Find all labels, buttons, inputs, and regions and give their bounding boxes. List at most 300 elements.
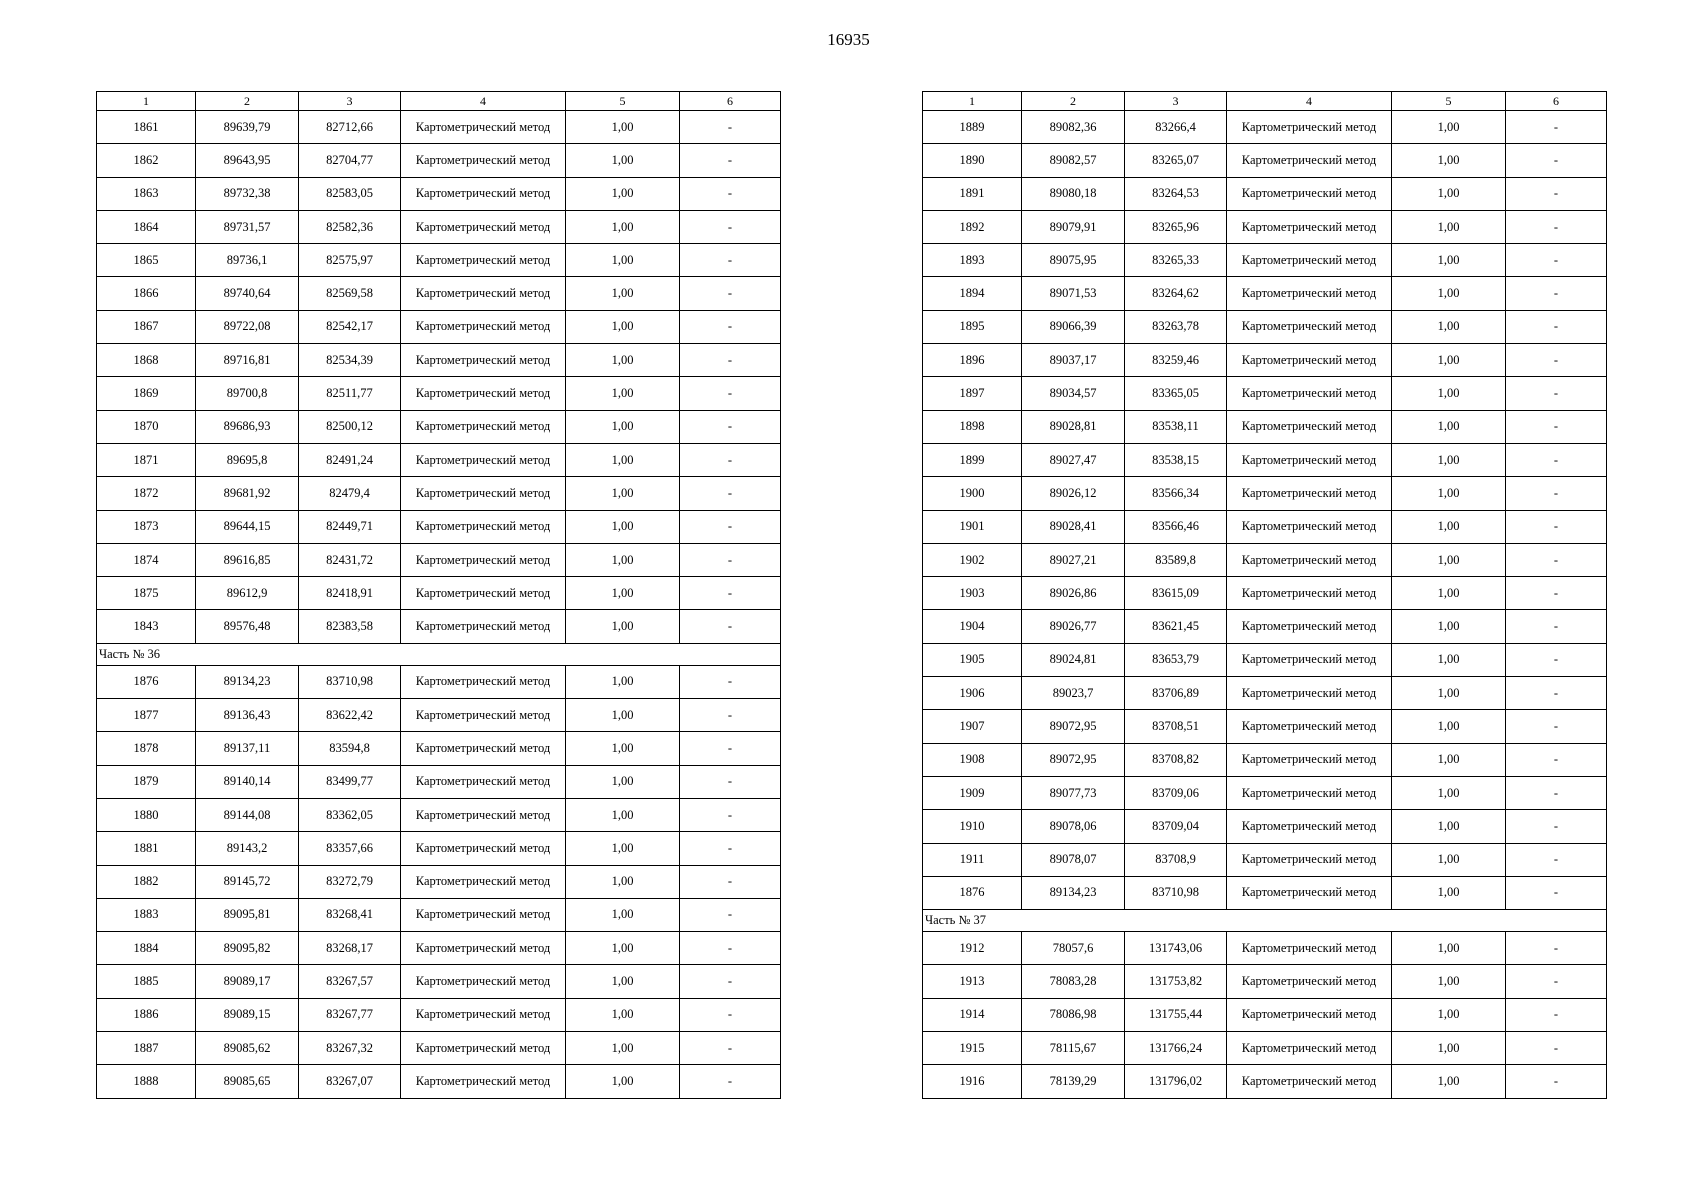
point-number-cell: 1874 xyxy=(97,543,196,576)
accuracy-cell: 1,00 xyxy=(566,1032,680,1065)
y-coordinate-cell: 83267,07 xyxy=(299,1065,401,1098)
description-cell: - xyxy=(1506,610,1607,643)
accuracy-cell: 1,00 xyxy=(566,510,680,543)
x-coordinate-cell: 89722,08 xyxy=(196,310,299,343)
accuracy-cell: 1,00 xyxy=(1392,210,1506,243)
point-number-cell: 1863 xyxy=(97,177,196,210)
y-coordinate-cell: 83265,07 xyxy=(1125,144,1227,177)
table-row xyxy=(97,210,781,243)
x-coordinate-cell: 89686,93 xyxy=(196,410,299,443)
y-coordinate-cell: 131755,44 xyxy=(1125,998,1227,1031)
description-cell: - xyxy=(680,543,781,576)
accuracy-cell: 1,00 xyxy=(566,832,680,865)
table-row xyxy=(923,743,1607,776)
x-coordinate-cell: 89077,73 xyxy=(1022,776,1125,809)
method-cell: Картометрический метод xyxy=(401,144,566,177)
table-row xyxy=(923,410,1607,443)
accuracy-cell: 1,00 xyxy=(566,732,680,765)
table-row xyxy=(97,443,781,476)
description-cell: - xyxy=(680,732,781,765)
accuracy-cell: 1,00 xyxy=(1392,1065,1506,1098)
table-row xyxy=(923,1032,1607,1065)
y-coordinate-cell: 82449,71 xyxy=(299,510,401,543)
point-number-cell: 1885 xyxy=(97,965,196,998)
y-coordinate-cell: 82569,58 xyxy=(299,277,401,310)
x-coordinate-cell: 89095,82 xyxy=(196,932,299,965)
y-coordinate-cell: 83362,05 xyxy=(299,798,401,831)
method-cell: Картометрический метод xyxy=(1227,144,1392,177)
accuracy-cell: 1,00 xyxy=(566,210,680,243)
description-cell: - xyxy=(680,277,781,310)
page-number: 16935 xyxy=(827,30,870,49)
point-number-cell: 1890 xyxy=(923,144,1022,177)
description-cell: - xyxy=(1506,477,1607,510)
accuracy-cell: 1,00 xyxy=(1392,610,1506,643)
accuracy-cell: 1,00 xyxy=(1392,111,1506,144)
point-number-cell: 1896 xyxy=(923,344,1022,377)
description-cell: - xyxy=(680,699,781,732)
column-header-5: 5 xyxy=(566,92,680,111)
table-row xyxy=(923,965,1607,998)
table-row xyxy=(923,310,1607,343)
point-number-cell: 1898 xyxy=(923,410,1022,443)
description-cell: - xyxy=(1506,932,1607,965)
description-cell: - xyxy=(1506,210,1607,243)
description-cell: - xyxy=(680,210,781,243)
description-cell: - xyxy=(1506,443,1607,476)
accuracy-cell: 1,00 xyxy=(566,898,680,931)
table-row xyxy=(923,111,1607,144)
y-coordinate-cell: 83589,8 xyxy=(1125,543,1227,576)
point-number-cell: 1881 xyxy=(97,832,196,865)
description-cell: - xyxy=(680,443,781,476)
table-row xyxy=(97,244,781,277)
accuracy-cell: 1,00 xyxy=(566,410,680,443)
y-coordinate-cell: 82383,58 xyxy=(299,610,401,643)
point-number-cell: 1866 xyxy=(97,277,196,310)
method-cell: Картометрический метод xyxy=(1227,998,1392,1031)
point-number-cell: 1911 xyxy=(923,843,1022,876)
method-cell: Картометрический метод xyxy=(1227,710,1392,743)
accuracy-cell: 1,00 xyxy=(566,111,680,144)
method-cell: Картометрический метод xyxy=(401,210,566,243)
x-coordinate-cell: 78139,29 xyxy=(1022,1065,1125,1098)
table-row xyxy=(923,344,1607,377)
accuracy-cell: 1,00 xyxy=(1392,477,1506,510)
method-cell: Картометрический метод xyxy=(401,1032,566,1065)
y-coordinate-cell: 83264,62 xyxy=(1125,277,1227,310)
y-coordinate-cell: 82582,36 xyxy=(299,210,401,243)
x-coordinate-cell: 89145,72 xyxy=(196,865,299,898)
table-row xyxy=(923,577,1607,610)
y-coordinate-cell: 83566,34 xyxy=(1125,477,1227,510)
point-number-cell: 1887 xyxy=(97,1032,196,1065)
accuracy-cell: 1,00 xyxy=(566,765,680,798)
method-cell: Картометрический метод xyxy=(401,699,566,732)
x-coordinate-cell: 89136,43 xyxy=(196,699,299,732)
method-cell: Картометрический метод xyxy=(1227,677,1392,710)
accuracy-cell: 1,00 xyxy=(1392,1032,1506,1065)
table-row xyxy=(923,843,1607,876)
method-cell: Картометрический метод xyxy=(401,865,566,898)
point-number-cell: 1913 xyxy=(923,965,1022,998)
part-heading-row xyxy=(97,643,781,665)
accuracy-cell: 1,00 xyxy=(1392,244,1506,277)
part-heading: Часть № 37 xyxy=(923,910,1607,932)
accuracy-cell: 1,00 xyxy=(566,344,680,377)
column-header-4: 4 xyxy=(401,92,566,111)
accuracy-cell: 1,00 xyxy=(1392,577,1506,610)
y-coordinate-cell: 83259,46 xyxy=(1125,344,1227,377)
method-cell: Картометрический метод xyxy=(401,410,566,443)
point-number-cell: 1889 xyxy=(923,111,1022,144)
x-coordinate-cell: 89716,81 xyxy=(196,344,299,377)
y-coordinate-cell: 83264,53 xyxy=(1125,177,1227,210)
accuracy-cell: 1,00 xyxy=(566,377,680,410)
column-header-6: 6 xyxy=(1506,92,1607,111)
description-cell: - xyxy=(1506,643,1607,676)
column-header-2: 2 xyxy=(196,92,299,111)
method-cell: Картометрический метод xyxy=(1227,344,1392,377)
accuracy-cell: 1,00 xyxy=(566,965,680,998)
point-number-cell: 1882 xyxy=(97,865,196,898)
x-coordinate-cell: 89027,47 xyxy=(1022,443,1125,476)
x-coordinate-cell: 89023,7 xyxy=(1022,677,1125,710)
y-coordinate-cell: 83653,79 xyxy=(1125,643,1227,676)
y-coordinate-cell: 82704,77 xyxy=(299,144,401,177)
table-row xyxy=(923,932,1607,965)
table-row xyxy=(97,310,781,343)
point-number-cell: 1884 xyxy=(97,932,196,965)
y-coordinate-cell: 83268,17 xyxy=(299,932,401,965)
x-coordinate-cell: 89089,15 xyxy=(196,998,299,1031)
column-header-4: 4 xyxy=(1227,92,1392,111)
x-coordinate-cell: 89137,11 xyxy=(196,732,299,765)
method-cell: Картометрический метод xyxy=(1227,610,1392,643)
column-header-3: 3 xyxy=(299,92,401,111)
coordinate-table-left xyxy=(96,91,781,1099)
accuracy-cell: 1,00 xyxy=(1392,677,1506,710)
y-coordinate-cell: 83615,09 xyxy=(1125,577,1227,610)
point-number-cell: 1862 xyxy=(97,144,196,177)
point-number-cell: 1876 xyxy=(923,876,1022,909)
x-coordinate-cell: 89612,9 xyxy=(196,577,299,610)
method-cell: Картометрический метод xyxy=(1227,443,1392,476)
accuracy-cell: 1,00 xyxy=(1392,876,1506,909)
description-cell: - xyxy=(1506,277,1607,310)
x-coordinate-cell: 89089,17 xyxy=(196,965,299,998)
method-cell: Картометрический метод xyxy=(401,177,566,210)
point-number-cell: 1902 xyxy=(923,543,1022,576)
table-row xyxy=(923,510,1607,543)
table-row xyxy=(97,699,781,732)
y-coordinate-cell: 82491,24 xyxy=(299,443,401,476)
x-coordinate-cell: 78086,98 xyxy=(1022,998,1125,1031)
x-coordinate-cell: 89066,39 xyxy=(1022,310,1125,343)
point-number-cell: 1877 xyxy=(97,699,196,732)
table-row xyxy=(97,177,781,210)
y-coordinate-cell: 83622,42 xyxy=(299,699,401,732)
method-cell: Картометрический метод xyxy=(401,577,566,610)
method-cell: Картометрический метод xyxy=(401,277,566,310)
method-cell: Картометрический метод xyxy=(1227,477,1392,510)
method-cell: Картометрический метод xyxy=(401,310,566,343)
accuracy-cell: 1,00 xyxy=(1392,410,1506,443)
y-coordinate-cell: 82712,66 xyxy=(299,111,401,144)
method-cell: Картометрический метод xyxy=(1227,410,1392,443)
accuracy-cell: 1,00 xyxy=(566,865,680,898)
table-row xyxy=(97,765,781,798)
table-row xyxy=(923,377,1607,410)
y-coordinate-cell: 131743,06 xyxy=(1125,932,1227,965)
method-cell: Картометрический метод xyxy=(401,610,566,643)
point-number-cell: 1879 xyxy=(97,765,196,798)
description-cell: - xyxy=(680,577,781,610)
point-number-cell: 1864 xyxy=(97,210,196,243)
point-number-cell: 1883 xyxy=(97,898,196,931)
point-number-cell: 1865 xyxy=(97,244,196,277)
x-coordinate-cell: 89134,23 xyxy=(1022,876,1125,909)
method-cell: Картометрический метод xyxy=(1227,965,1392,998)
x-coordinate-cell: 89085,62 xyxy=(196,1032,299,1065)
accuracy-cell: 1,00 xyxy=(1392,932,1506,965)
accuracy-cell: 1,00 xyxy=(1392,643,1506,676)
column-header-1: 1 xyxy=(97,92,196,111)
accuracy-cell: 1,00 xyxy=(1392,810,1506,843)
y-coordinate-cell: 131753,82 xyxy=(1125,965,1227,998)
method-cell: Картометрический метод xyxy=(1227,1032,1392,1065)
column-header-3: 3 xyxy=(1125,92,1227,111)
description-cell: - xyxy=(1506,111,1607,144)
method-cell: Картометрический метод xyxy=(401,244,566,277)
column-header-6: 6 xyxy=(680,92,781,111)
method-cell: Картометрический метод xyxy=(401,832,566,865)
point-number-cell: 1915 xyxy=(923,1032,1022,1065)
part-heading-row xyxy=(923,910,1607,932)
x-coordinate-cell: 89079,91 xyxy=(1022,210,1125,243)
description-cell: - xyxy=(680,765,781,798)
method-cell: Картометрический метод xyxy=(1227,776,1392,809)
x-coordinate-cell: 89071,53 xyxy=(1022,277,1125,310)
description-cell: - xyxy=(680,144,781,177)
description-cell: - xyxy=(680,510,781,543)
y-coordinate-cell: 83710,98 xyxy=(1125,876,1227,909)
x-coordinate-cell: 89072,95 xyxy=(1022,743,1125,776)
x-coordinate-cell: 89095,81 xyxy=(196,898,299,931)
table-row xyxy=(923,610,1607,643)
table-row xyxy=(97,932,781,965)
description-cell: - xyxy=(680,610,781,643)
accuracy-cell: 1,00 xyxy=(1392,965,1506,998)
description-cell: - xyxy=(680,1032,781,1065)
point-number-cell: 1893 xyxy=(923,244,1022,277)
accuracy-cell: 1,00 xyxy=(566,699,680,732)
y-coordinate-cell: 83709,06 xyxy=(1125,776,1227,809)
point-number-cell: 1888 xyxy=(97,1065,196,1098)
description-cell: - xyxy=(680,932,781,965)
point-number-cell: 1892 xyxy=(923,210,1022,243)
point-number-cell: 1906 xyxy=(923,677,1022,710)
point-number-cell: 1880 xyxy=(97,798,196,831)
description-cell: - xyxy=(680,410,781,443)
table-row xyxy=(923,144,1607,177)
accuracy-cell: 1,00 xyxy=(566,277,680,310)
accuracy-cell: 1,00 xyxy=(566,477,680,510)
x-coordinate-cell: 89027,21 xyxy=(1022,543,1125,576)
method-cell: Картометрический метод xyxy=(401,443,566,476)
y-coordinate-cell: 83708,82 xyxy=(1125,743,1227,776)
accuracy-cell: 1,00 xyxy=(566,610,680,643)
method-cell: Картометрический метод xyxy=(401,543,566,576)
point-number-cell: 1908 xyxy=(923,743,1022,776)
method-cell: Картометрический метод xyxy=(1227,377,1392,410)
description-cell: - xyxy=(680,1065,781,1098)
table-header-row xyxy=(97,92,781,111)
method-cell: Картометрический метод xyxy=(401,510,566,543)
accuracy-cell: 1,00 xyxy=(566,244,680,277)
table-row xyxy=(923,776,1607,809)
accuracy-cell: 1,00 xyxy=(1392,277,1506,310)
y-coordinate-cell: 82542,17 xyxy=(299,310,401,343)
description-cell: - xyxy=(680,665,781,698)
x-coordinate-cell: 89700,8 xyxy=(196,377,299,410)
table-row xyxy=(97,577,781,610)
y-coordinate-cell: 83265,96 xyxy=(1125,210,1227,243)
description-cell: - xyxy=(1506,810,1607,843)
x-coordinate-cell: 89026,12 xyxy=(1022,477,1125,510)
description-cell: - xyxy=(1506,310,1607,343)
description-cell: - xyxy=(680,798,781,831)
column-header-1: 1 xyxy=(923,92,1022,111)
x-coordinate-cell: 89026,77 xyxy=(1022,610,1125,643)
x-coordinate-cell: 89732,38 xyxy=(196,177,299,210)
x-coordinate-cell: 89072,95 xyxy=(1022,710,1125,743)
table-row xyxy=(923,177,1607,210)
x-coordinate-cell: 89643,95 xyxy=(196,144,299,177)
x-coordinate-cell: 89695,8 xyxy=(196,443,299,476)
description-cell: - xyxy=(1506,1065,1607,1098)
description-cell: - xyxy=(680,998,781,1031)
method-cell: Картометрический метод xyxy=(1227,843,1392,876)
y-coordinate-cell: 83538,11 xyxy=(1125,410,1227,443)
accuracy-cell: 1,00 xyxy=(566,1065,680,1098)
y-coordinate-cell: 83709,04 xyxy=(1125,810,1227,843)
table-row xyxy=(923,244,1607,277)
x-coordinate-cell: 78115,67 xyxy=(1022,1032,1125,1065)
description-cell: - xyxy=(1506,577,1607,610)
method-cell: Картометрический метод xyxy=(401,998,566,1031)
method-cell: Картометрический метод xyxy=(1227,577,1392,610)
method-cell: Картометрический метод xyxy=(1227,743,1392,776)
x-coordinate-cell: 89034,57 xyxy=(1022,377,1125,410)
accuracy-cell: 1,00 xyxy=(1392,177,1506,210)
accuracy-cell: 1,00 xyxy=(566,577,680,610)
description-cell: - xyxy=(1506,1032,1607,1065)
accuracy-cell: 1,00 xyxy=(1392,310,1506,343)
table-row xyxy=(923,543,1607,576)
accuracy-cell: 1,00 xyxy=(566,932,680,965)
accuracy-cell: 1,00 xyxy=(1392,144,1506,177)
coordinate-table-right xyxy=(922,91,1607,1099)
accuracy-cell: 1,00 xyxy=(566,177,680,210)
y-coordinate-cell: 83708,51 xyxy=(1125,710,1227,743)
table-row xyxy=(923,477,1607,510)
y-coordinate-cell: 83266,4 xyxy=(1125,111,1227,144)
description-cell: - xyxy=(1506,177,1607,210)
method-cell: Картометрический метод xyxy=(401,344,566,377)
x-coordinate-cell: 89731,57 xyxy=(196,210,299,243)
accuracy-cell: 1,00 xyxy=(1392,776,1506,809)
y-coordinate-cell: 82583,05 xyxy=(299,177,401,210)
description-cell: - xyxy=(1506,876,1607,909)
point-number-cell: 1886 xyxy=(97,998,196,1031)
method-cell: Картометрический метод xyxy=(401,732,566,765)
x-coordinate-cell: 89616,85 xyxy=(196,543,299,576)
y-coordinate-cell: 82431,72 xyxy=(299,543,401,576)
y-coordinate-cell: 83710,98 xyxy=(299,665,401,698)
x-coordinate-cell: 89140,14 xyxy=(196,765,299,798)
description-cell: - xyxy=(680,310,781,343)
table-row xyxy=(97,965,781,998)
accuracy-cell: 1,00 xyxy=(566,144,680,177)
method-cell: Картометрический метод xyxy=(1227,177,1392,210)
table-row xyxy=(97,832,781,865)
method-cell: Картометрический метод xyxy=(1227,543,1392,576)
x-coordinate-cell: 89681,92 xyxy=(196,477,299,510)
method-cell: Картометрический метод xyxy=(401,111,566,144)
method-cell: Картометрический метод xyxy=(1227,643,1392,676)
description-cell: - xyxy=(680,177,781,210)
x-coordinate-cell: 89085,65 xyxy=(196,1065,299,1098)
description-cell: - xyxy=(680,832,781,865)
y-coordinate-cell: 83708,9 xyxy=(1125,843,1227,876)
table-row xyxy=(923,677,1607,710)
column-header-5: 5 xyxy=(1392,92,1506,111)
point-number-cell: 1916 xyxy=(923,1065,1022,1098)
x-coordinate-cell: 89078,07 xyxy=(1022,843,1125,876)
accuracy-cell: 1,00 xyxy=(566,443,680,476)
point-number-cell: 1870 xyxy=(97,410,196,443)
column-header-2: 2 xyxy=(1022,92,1125,111)
accuracy-cell: 1,00 xyxy=(1392,843,1506,876)
point-number-cell: 1872 xyxy=(97,477,196,510)
table-row xyxy=(923,810,1607,843)
table-row xyxy=(97,610,781,643)
point-number-cell: 1904 xyxy=(923,610,1022,643)
point-number-cell: 1891 xyxy=(923,177,1022,210)
description-cell: - xyxy=(1506,543,1607,576)
x-coordinate-cell: 89639,79 xyxy=(196,111,299,144)
y-coordinate-cell: 131766,24 xyxy=(1125,1032,1227,1065)
point-number-cell: 1869 xyxy=(97,377,196,410)
x-coordinate-cell: 89024,81 xyxy=(1022,643,1125,676)
point-number-cell: 1873 xyxy=(97,510,196,543)
description-cell: - xyxy=(680,344,781,377)
y-coordinate-cell: 82500,12 xyxy=(299,410,401,443)
accuracy-cell: 1,00 xyxy=(1392,510,1506,543)
y-coordinate-cell: 83357,66 xyxy=(299,832,401,865)
x-coordinate-cell: 89028,81 xyxy=(1022,410,1125,443)
table-header-row xyxy=(923,92,1607,111)
description-cell: - xyxy=(680,111,781,144)
description-cell: - xyxy=(1506,144,1607,177)
table-row xyxy=(97,410,781,443)
table-row xyxy=(97,510,781,543)
method-cell: Картометрический метод xyxy=(1227,244,1392,277)
table-row xyxy=(923,710,1607,743)
x-coordinate-cell: 89075,95 xyxy=(1022,244,1125,277)
table-row xyxy=(923,1065,1607,1098)
